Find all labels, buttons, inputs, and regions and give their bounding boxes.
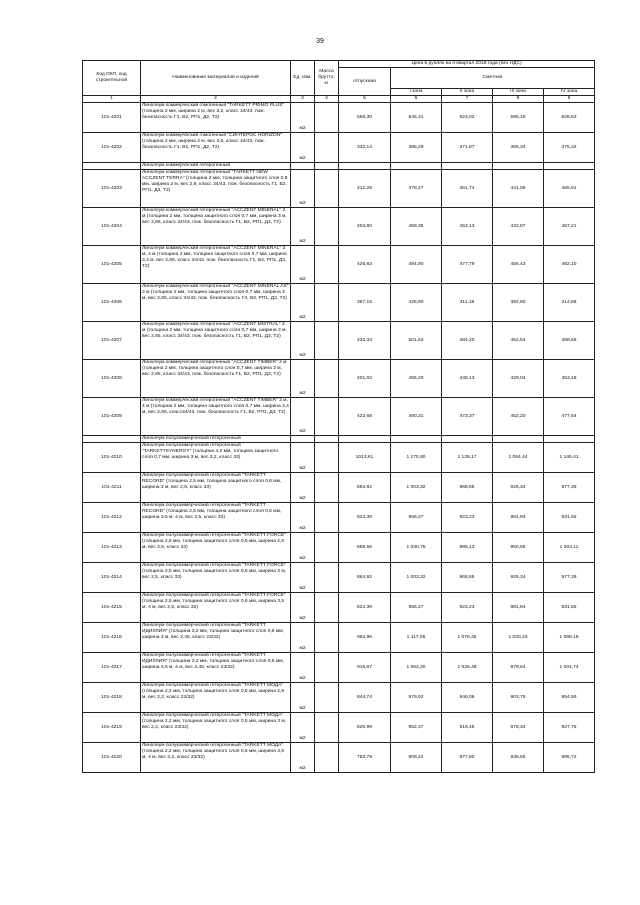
item-name: Линолеум полукоммерческий гетерогенный "TARKETT ИДИЛЛИЯ" (толщина 3,2 мм, толщина защитного слоя 0,5 мм, ширина 3,5 м, 4 м, вес 2,45, класс 23/32)	[141, 653, 291, 683]
index-cell: 7	[442, 96, 493, 103]
price-release: 422,68	[339, 398, 391, 436]
price-zone-1: 385,29	[391, 133, 442, 163]
price-release: 824,39	[339, 593, 391, 623]
item-unit: м2	[291, 683, 315, 713]
item-name: Линолеум полукоммерческий гетерогенный "TARKETT ИДИЛЛИЯ" (толщина 3,2 мм, толщина защитного слоя 0,5 мм, ширина 3 м, вес 2,45, класс 23/32)	[141, 623, 291, 653]
price-table	[82, 60, 595, 773]
price-zone-1: 956,27	[391, 593, 442, 623]
price-zone-3: 950,65	[493, 533, 544, 563]
header-estimate: Сметная	[391, 68, 595, 89]
table-row	[83, 713, 595, 743]
header-unit: Ед. изм.	[291, 61, 315, 96]
table-row	[83, 683, 595, 713]
empty-cell	[544, 436, 595, 443]
item-unit: м2	[291, 133, 315, 163]
item-unit: м2	[291, 360, 315, 398]
price-zone-3: 355,34	[493, 133, 544, 163]
header-name: Наименование материалов и изделий	[141, 61, 291, 96]
item-unit: м2	[291, 473, 315, 503]
item-mass	[315, 103, 339, 133]
item-unit: м2	[291, 533, 315, 563]
price-zone-4: 927,75	[544, 713, 595, 743]
item-mass	[315, 683, 339, 713]
item-unit: м2	[291, 503, 315, 533]
price-release: 401,03	[339, 360, 391, 398]
empty-cell	[391, 163, 442, 170]
item-mass	[315, 284, 339, 322]
price-release: 888,56	[339, 533, 391, 563]
table-row	[83, 284, 595, 322]
price-zone-4: 885,72	[544, 743, 595, 773]
item-mass	[315, 208, 339, 246]
item-code: 101-4215	[83, 593, 141, 623]
price-zone-1: 425,90	[391, 284, 442, 322]
item-mass	[315, 653, 339, 683]
price-zone-3: 452,20	[493, 398, 544, 436]
price-zone-2: 461,74	[442, 170, 493, 208]
table-body	[83, 103, 595, 773]
price-zone-1: 501,53	[391, 322, 442, 360]
price-release: 404,60	[339, 208, 391, 246]
item-name: Линолеум коммерческий гетерогенный "ACCZENT MINERAL AS" 3 м (толщина 2 мм, толщина защитного слоя 0,7 мм, ширина 3 м, вес 2,85, класс 34/43, пож. безопасность Г4, В3, РП1, Д3, Т2)	[141, 284, 291, 322]
price-zone-4: 1 145,41	[544, 443, 595, 473]
price-zone-4: 457,21	[544, 208, 595, 246]
item-unit: м2	[291, 170, 315, 208]
table-row	[83, 208, 595, 246]
item-mass	[315, 593, 339, 623]
page-number: 39	[316, 38, 324, 45]
price-zone-2: 877,80	[442, 743, 493, 773]
item-code: 101-4201	[83, 103, 141, 133]
price-zone-3: 462,54	[493, 322, 544, 360]
price-zone-4: 628,63	[544, 103, 595, 133]
index-cell: 9	[544, 96, 595, 103]
price-zone-2: 968,65	[442, 563, 493, 593]
price-zone-1: 490,31	[391, 398, 442, 436]
item-code: 101-4204	[83, 208, 141, 246]
price-zone-4: 482,10	[544, 246, 595, 284]
price-zone-3: 903,75	[493, 683, 544, 713]
item-name: Линолеум коммерческий гетерогенный "ACCZENT TIMBER" 2 м (толщина 2 мм, толщина защитного слоя 0,7 мм, ширина 2 м, вес 2,85, класс 34/43, пож. безопасность Г1, В2, РП1, Д3, Т2)	[141, 360, 291, 398]
table-row	[83, 503, 595, 533]
item-unit: м2	[291, 246, 315, 284]
item-code: 101-4202	[83, 133, 141, 163]
price-zone-2: 919,45	[442, 713, 493, 743]
price-zone-4: 465,91	[544, 170, 595, 208]
item-mass	[315, 133, 339, 163]
item-code: 101-4213	[83, 533, 141, 563]
price-zone-1: 1 003,32	[391, 563, 442, 593]
price-zone-4: 488,56	[544, 322, 595, 360]
price-zone-2: 923,23	[442, 503, 493, 533]
price-zone-1: 909,22	[391, 743, 442, 773]
price-zone-2: 968,65	[442, 473, 493, 503]
header-zone-3: III зона	[493, 89, 544, 96]
header-release: отпускная	[339, 68, 391, 96]
price-zone-1: 979,92	[391, 683, 442, 713]
item-name: Линолеум коммерческий гетерогенный "ACCZENT MINERAL" 3 м (толщина 2 мм, толщина защитного слоя 0,7 мм, ширина 3 м, вес 2,85, класс 34/43, пож. безопасность Г1, В2, РП1, Д3, Т2)	[141, 208, 291, 246]
item-unit: м2	[291, 398, 315, 436]
price-release: 1013,61	[339, 443, 391, 473]
item-code: 101-4205	[83, 246, 141, 284]
price-zone-4: 375,32	[544, 133, 595, 163]
price-release: 864,92	[339, 473, 391, 503]
header-code: Код ОКП, код строительной	[83, 61, 141, 96]
price-zone-1: 952,37	[391, 713, 442, 743]
item-mass	[315, 246, 339, 284]
group-name: Линолеум полукоммерческий гетерогенный	[141, 436, 291, 443]
table-row	[83, 322, 595, 360]
table-row	[83, 360, 595, 398]
price-release: 962,96	[339, 623, 391, 653]
price-zone-4: 1 088,18	[544, 623, 595, 653]
price-zone-3: 1 084,44	[493, 443, 544, 473]
price-zone-1: 956,27	[391, 503, 442, 533]
item-mass	[315, 623, 339, 653]
price-zone-3: 595,16	[493, 103, 544, 133]
item-name: Линолеум полукоммерческий гетерогенный "TARKETT МОДА" (толщина 2,2 мм, толщина защитного слоя 0,5 мм, ширина 3 м, вес 2,2, класс 23/32)	[141, 713, 291, 743]
price-zone-4: 477,64	[544, 398, 595, 436]
price-zone-2: 473,37	[442, 398, 493, 436]
price-release: 432,34	[339, 322, 391, 360]
price-zone-4: 414,88	[544, 284, 595, 322]
item-name: Линолеум полукоммерческий гетерогенный "TARKETT МОДА" (толщина 2,2 мм, толщина защитного слоя 0,5 мм, ширина 3,5 м, 4 м, вес 2,2, класс 23/32)	[141, 743, 291, 773]
table-row	[83, 133, 595, 163]
item-mass	[315, 743, 339, 773]
empty-cell	[291, 163, 315, 170]
table-row	[83, 653, 595, 683]
price-zone-1: 545,31	[391, 103, 442, 133]
price-zone-3: 979,64	[493, 653, 544, 683]
header-index-row	[83, 96, 595, 103]
item-name: Линолеум коммерческий гетерогенный "ACCZENT TIMBER" 3 м, 4 м (толщина 2 мм, толщина защитного слоя 0,7 мм, ширина 3,4 м, вес 2,85, класс34/43, пож. безопасность Г1, В2, РП1, Д3, Т2)	[141, 398, 291, 436]
item-unit: м2	[291, 443, 315, 473]
price-zone-4: 954,59	[544, 683, 595, 713]
price-zone-2: 623,02	[442, 103, 493, 133]
item-unit: м2	[291, 713, 315, 743]
item-name: Линолеум полукоммерческий гетерогенный "TARKETT RECORD" (толщина 2,5 мм, толщина защитного слоя 0,6 мм, ширина 3,5 м, 4 м, вес 2,5, класс 33)	[141, 503, 291, 533]
item-code: 101-4218	[83, 683, 141, 713]
empty-cell	[291, 436, 315, 443]
group-row	[83, 436, 595, 443]
item-code: 101-4206	[83, 284, 141, 322]
price-zone-2: 923,23	[442, 593, 493, 623]
index-cell: 8	[493, 96, 544, 103]
price-zone-1: 1 117,05	[391, 623, 442, 653]
empty-cell	[339, 163, 391, 170]
price-release: 820,99	[339, 713, 391, 743]
table-row	[83, 103, 595, 133]
table-row	[83, 473, 595, 503]
item-name: Линолеум коммерческий гетерогенный "TARKETT NEW ACCZENT TERRA" (толщина 2 мм, толщина защитного слоя 0,8 мм, ширина 2 м, вес 2,8, класс 34/43, пож. безопасность Г1, В2, РП1, Д3, Т2)	[141, 170, 291, 208]
price-release: 367,15	[339, 284, 391, 322]
price-zone-2: 371,87	[442, 133, 493, 163]
price-release: 824,39	[339, 503, 391, 533]
item-code: 101-4211	[83, 473, 141, 503]
table-row	[83, 398, 595, 436]
item-code: 101-4207	[83, 322, 141, 360]
item-mass	[315, 360, 339, 398]
price-zone-3: 838,55	[493, 743, 544, 773]
item-unit: м2	[291, 322, 315, 360]
price-zone-2: 1 025,49	[442, 653, 493, 683]
table-row	[83, 563, 595, 593]
item-name: Линолеум полукоммерческий гетерогенный "TARKETT МОДА" (толщина 2,2 мм, толщина защитного слоя 0,5 мм, ширина 2,5 м, вес 2,2, класс 23/32)	[141, 683, 291, 713]
index-cell: 3	[291, 96, 315, 103]
price-zone-4: 931,55	[544, 503, 595, 533]
item-code: 101-4219	[83, 713, 141, 743]
price-zone-4: 977,39	[544, 563, 595, 593]
item-unit: м2	[291, 208, 315, 246]
item-mass	[315, 533, 339, 563]
price-zone-1: 494,90	[391, 246, 442, 284]
price-zone-4: 931,55	[544, 593, 595, 623]
header-price-title: Цена в рублях на II квартал 2016 года (без НДС)	[339, 61, 595, 68]
item-unit: м2	[291, 593, 315, 623]
item-unit: м2	[291, 103, 315, 133]
price-zone-2: 946,06	[442, 683, 493, 713]
price-zone-3: 456,43	[493, 246, 544, 284]
item-code: 101-4208	[83, 360, 141, 398]
price-zone-4: 977,39	[544, 473, 595, 503]
item-name: Линолеум коммерческий гомогенный "TARKETT PRIMO PLUS" (толщина 2 мм, ширина 2 м, вес 3,2, класс 34/43, пож. безопасность Г1, В2, РП1, Д2, Т2)	[141, 103, 291, 133]
item-mass	[315, 713, 339, 743]
price-zone-1: 1 003,32	[391, 473, 442, 503]
price-zone-1: 1 175,80	[391, 443, 442, 473]
price-zone-4: 1 034,74	[544, 653, 595, 683]
item-name: Линолеум полукоммерческий гетерогенный "TARKETT FORCE" (толщина 2,5 мм, толщина защитного слоя 0,6 мм, ширина 3 м, вес 2,5, класс 33)	[141, 563, 291, 593]
header-zone-1: I зона	[391, 89, 442, 96]
price-zone-3: 429,04	[493, 360, 544, 398]
price-release: 915,67	[339, 653, 391, 683]
price-zone-1: 478,27	[391, 170, 442, 208]
group-code	[83, 436, 141, 443]
item-code: 101-4214	[83, 563, 141, 593]
price-zone-2: 1 135,17	[442, 443, 493, 473]
price-zone-3: 878,34	[493, 713, 544, 743]
index-cell: 6	[391, 96, 442, 103]
item-name: Линолеум полукоммерческий гетерогенный "TARKETT FORCE" (толщина 2,5 мм, толщина защитного слоя 0,6 мм, ширина 2,5 м, вес 2,5, класс 33)	[141, 533, 291, 563]
price-zone-1: 465,20	[391, 360, 442, 398]
item-name: Линолеум коммерческий гетерогенный "ACCZENT MISTRAL" 3 м (толщина 2 мм, толщина защитного слоя 0,7 мм, ширина 3 м, вес 2,85, класс 34/43, пож. безопасность Г1, В2, РП1, Д3, Т2)	[141, 322, 291, 360]
price-release: 332,14	[339, 133, 391, 163]
item-code: 101-4209	[83, 398, 141, 436]
item-unit: м2	[291, 563, 315, 593]
item-code: 101-4217	[83, 653, 141, 683]
item-mass	[315, 443, 339, 473]
item-name: Линолеум коммерческий гомогенный "СИНТЕРОС HORIZON" (толщина 2 мм, ширина 2 м, вес 3,5, класс 34/43, пож. безопасность Г1, В2, РП1, Д2, Т2)	[141, 133, 291, 163]
price-zone-2: 1 078,45	[442, 623, 493, 653]
index-cell: 1	[83, 96, 141, 103]
table-row	[83, 623, 595, 653]
price-release: 844,74	[339, 683, 391, 713]
table-row	[83, 246, 595, 284]
empty-cell	[544, 163, 595, 170]
price-zone-3: 881,94	[493, 593, 544, 623]
price-zone-3: 441,09	[493, 170, 544, 208]
item-unit: м2	[291, 743, 315, 773]
price-zone-3: 1 030,23	[493, 623, 544, 653]
item-unit: м2	[291, 284, 315, 322]
table-row	[83, 170, 595, 208]
item-code: 101-4203	[83, 170, 141, 208]
item-mass	[315, 398, 339, 436]
price-zone-1: 469,35	[391, 208, 442, 246]
price-zone-2: 484,20	[442, 322, 493, 360]
item-mass	[315, 473, 339, 503]
item-code: 101-4212	[83, 503, 141, 533]
price-zone-2: 477,79	[442, 246, 493, 284]
price-release: 426,63	[339, 246, 391, 284]
price-zone-4: 453,18	[544, 360, 595, 398]
empty-cell	[315, 163, 339, 170]
price-zone-3: 392,80	[493, 284, 544, 322]
price-zone-2: 453,13	[442, 208, 493, 246]
price-release: 412,29	[339, 170, 391, 208]
table-row	[83, 443, 595, 473]
price-zone-3: 432,87	[493, 208, 544, 246]
group-name: Линолеум коммерческий гетерогенный	[141, 163, 291, 170]
empty-cell	[339, 436, 391, 443]
price-zone-4: 1 004,11	[544, 533, 595, 563]
item-unit: м2	[291, 623, 315, 653]
item-mass	[315, 322, 339, 360]
group-row	[83, 163, 595, 170]
empty-cell	[493, 163, 544, 170]
price-zone-2: 449,13	[442, 360, 493, 398]
item-code: 101-4220	[83, 743, 141, 773]
index-cell: 4	[315, 96, 339, 103]
price-zone-3: 925,34	[493, 563, 544, 593]
group-code	[83, 163, 141, 170]
price-release: 783,79	[339, 743, 391, 773]
item-unit: м2	[291, 653, 315, 683]
header-zone-2: II зона	[442, 89, 493, 96]
price-zone-3: 925,34	[493, 473, 544, 503]
header-mass: Масса брутто, кг	[315, 61, 339, 96]
empty-cell	[315, 436, 339, 443]
table-row	[83, 743, 595, 773]
price-release: 864,92	[339, 563, 391, 593]
empty-cell	[442, 163, 493, 170]
item-mass	[315, 170, 339, 208]
item-code: 101-4216	[83, 623, 141, 653]
item-name: Линолеум коммерческий гетерогенный "ACCZENT MINERAL" 3 м, 4 м (толщина 2 мм, толщина защитного слоя 0,7 мм, ширина 3,4 м, вес 2,85, класс 34/43, пож. безопасность Г1, В2, РП1, Д3, Т2)	[141, 246, 291, 284]
item-name: Линолеум полукоммерческий гетерогенный "TARKETT RECORD" (толщина 2,5 мм, толщина защитного слоя 0,6 мм, ширина 3 м, вес 2,5, класс 33)	[141, 473, 291, 503]
index-cell: 5	[339, 96, 391, 103]
index-cell: 2	[141, 96, 291, 103]
header-zone-4: IV зона	[544, 89, 595, 96]
price-zone-3: 881,94	[493, 503, 544, 533]
item-code: 101-4210	[83, 443, 141, 473]
item-mass	[315, 503, 339, 533]
empty-cell	[391, 436, 442, 443]
item-name: Линолеум полукоммерческий гетерогенный "TARKETTSYNERGY" (толщина 4,2 мм, толщина защитного слоя 0,7 мм, ширина 3 м, вес 3,2, класс 33)	[141, 443, 291, 473]
price-zone-2: 411,19	[442, 284, 493, 322]
price-release: 556,30	[339, 103, 391, 133]
price-zone-2: 995,13	[442, 533, 493, 563]
item-mass	[315, 563, 339, 593]
price-zone-1: 1 062,20	[391, 653, 442, 683]
table-row	[83, 533, 595, 563]
empty-cell	[442, 436, 493, 443]
price-zone-1: 1 030,75	[391, 533, 442, 563]
item-name: Линолеум полукоммерческий гетерогенный "TARKETT FORCE" (толщина 2,5 мм, толщина защитного слоя 0,6 мм, ширина 3,5 м, 4 м, вес 2,5, класс 33)	[141, 593, 291, 623]
table-row	[83, 593, 595, 623]
empty-cell	[493, 436, 544, 443]
